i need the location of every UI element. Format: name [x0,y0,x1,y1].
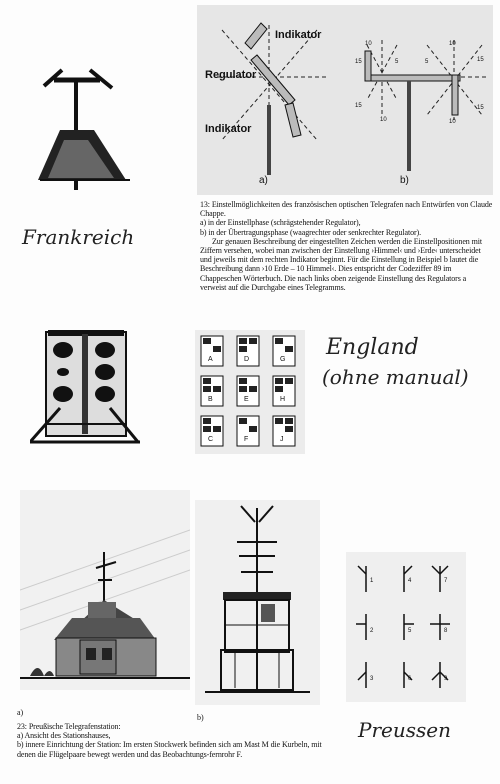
num-left-left: 15 [355,59,362,65]
grid-letter-h: H [280,396,286,403]
england-shutter-grid [195,330,305,454]
num-bottom-left: 10 [380,117,387,123]
num-left-right: 15 [477,57,484,63]
label-sub-a: a) [259,175,268,186]
grid-letter-c: C [208,436,214,443]
num-top-left: 10 [365,41,372,47]
signal-num-5: 5 [408,628,412,634]
caption-13-a: a) in der Einstellphase (schrägstehender Regulator), [200,218,361,228]
chappe-signal-diagram [197,5,493,195]
label-sub-b: b) [400,175,409,186]
grid-letter-d: D [244,356,250,363]
caption-23-a: a) Ansicht des Stationshauses, [17,731,111,741]
num-right-left: 15 [355,103,362,109]
signal-num-7: 7 [444,578,448,584]
signal-num-6: 6 [408,676,412,682]
grid-letter-j: J [280,436,284,443]
signal-num-4: 4 [408,578,412,584]
handwritten-preussen: Preussen [358,718,451,742]
caption-23-b: b) innere Einrichtung der Station: Im ersten Stockwerk befinden sich am Mast M die Kurbeln, mit denen die Flügelpaare bewegt werden und das Beobachtungs-fernrohr F. [17,740,322,759]
signal-num-2: 2 [370,628,374,634]
grid-letter-e: E [244,396,249,403]
grid-letter-a: A [208,356,213,363]
grid-letter-f: F [244,436,249,443]
handwritten-england: England [326,335,419,360]
label-indikator-top: Indikator [275,29,322,41]
caption-13-title: 13: Einstellmöglichkeiten des französischen optischen Telegrafen nach Entwürfen von Claude Chappe. [200,200,493,219]
handwritten-ohne-manual: (ohne manual) [322,365,469,389]
num-mid-left: 5 [395,59,399,65]
grid-letter-g: G [280,356,286,363]
signal-num-1: 1 [370,578,374,584]
chappe-diagram-panel [197,5,493,195]
prussia-caption [17,722,337,759]
prussia-label-a: a) [17,708,24,717]
prussia-station-interior-illustration [195,500,320,705]
prussia-station-house-illustration [20,490,190,690]
prussia-label-b: b) [197,713,204,722]
label-regulator: Regulator [205,69,257,81]
signal-num-9: 9 [444,676,448,682]
num-bottom-right: 10 [449,119,456,125]
caption-23-title: 23: Preußische Telegrafenstation: [17,722,121,731]
num-top-right: 10 [449,41,456,47]
num-right-right: 15 [477,105,484,111]
label-indikator-bottom: Indikator [205,123,252,135]
signal-num-8: 8 [444,628,448,634]
prussia-signal-chart [346,552,466,702]
signal-num-3: 3 [370,676,374,682]
caption-13-b: b) in der Übertragungsphase (waagrechter oder senkrechter Regulator). [200,227,421,237]
england-shutter-tower [30,328,140,448]
handwritten-frankreich: Frankreich [22,225,135,249]
caption-13-paragraph: Zur genauen Beschreibung der eingestellten Zeichen werden die Einstellpositionen mit Ziffern versehen, wobei man zwischen der Einstellung ›Himmel‹ und ›Erde‹ unterscheidet und jeweils mit dem rechten Indikator beginnt. Für die Einstellung in Beispiel b lautet die Beschreibung dann ›10 Erde – 10 Himmel‹. Dies entspricht der Codeziffer 89 im Chappeschen Wörterbuch. Die nach links oben zeigende Einstellung des Regulators a verweist auf die Durchgabe eines Telegramms. [200,236,482,292]
num-mid-right: 5 [425,59,429,65]
france-tower-illustration [30,50,140,210]
france-caption [200,200,494,292]
grid-letter-b: B [208,396,213,403]
